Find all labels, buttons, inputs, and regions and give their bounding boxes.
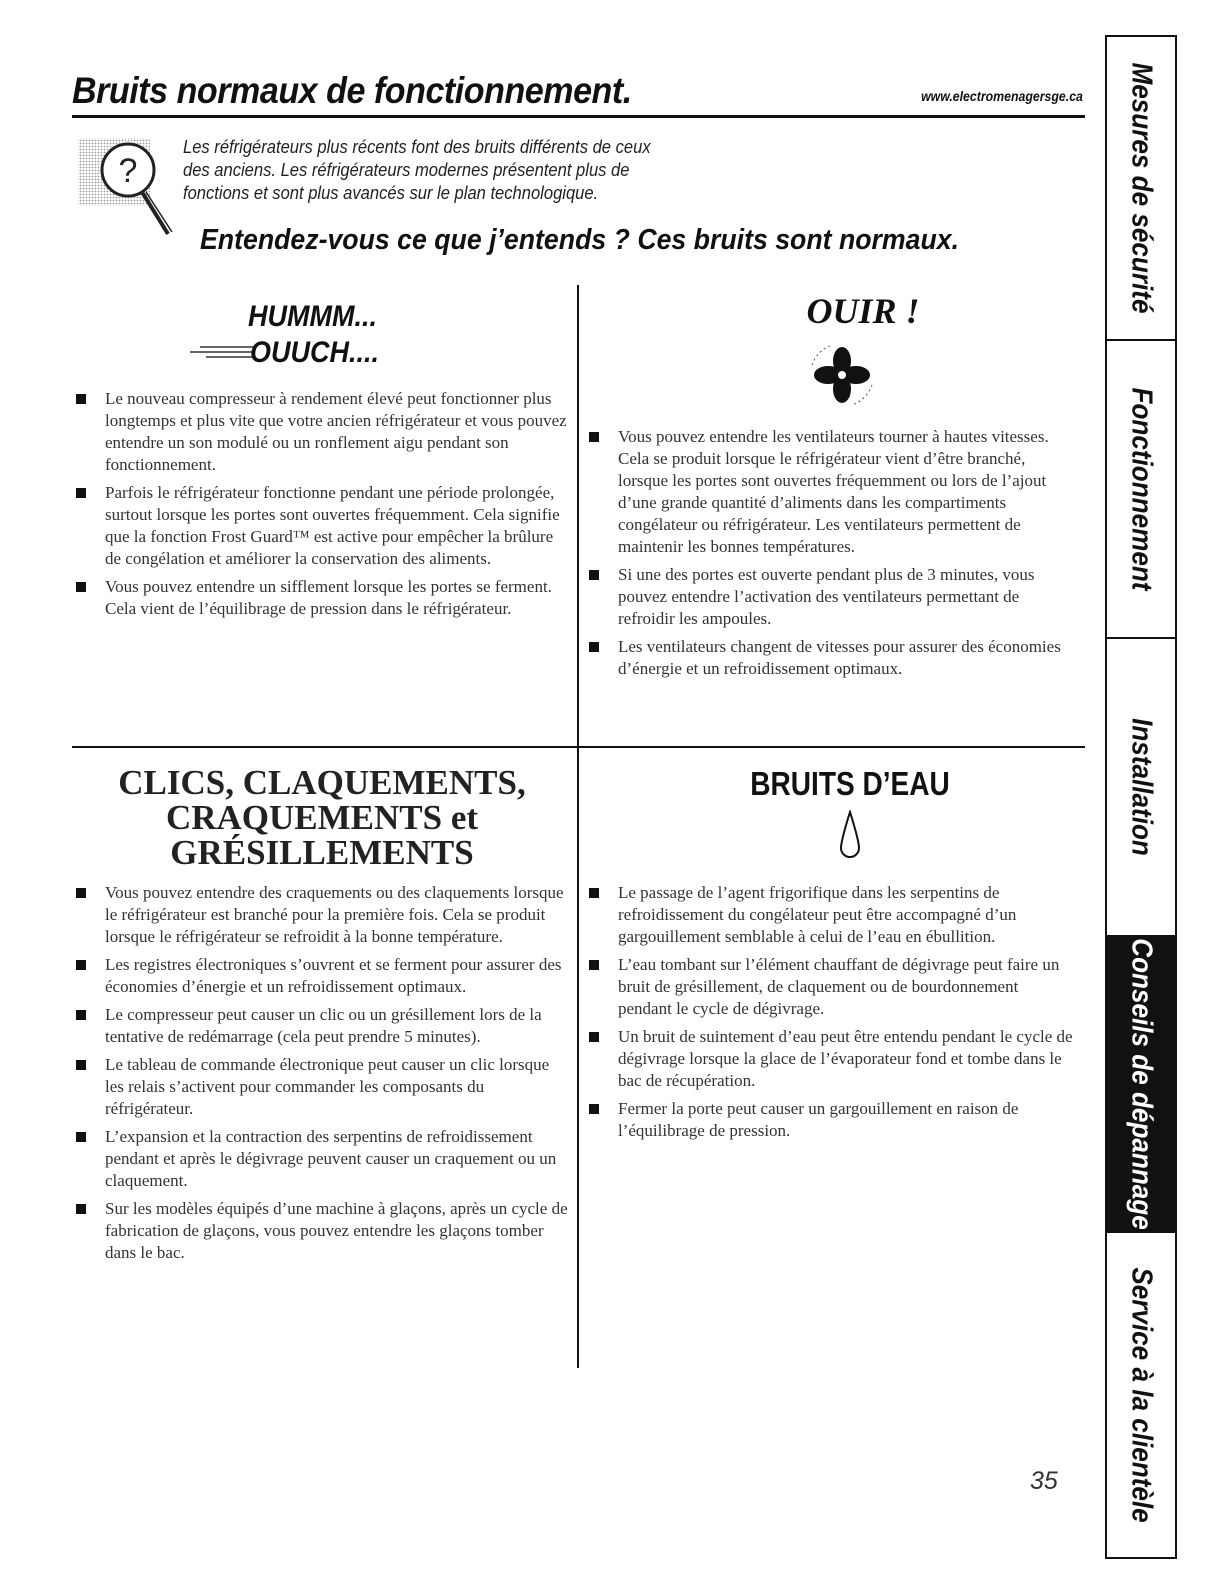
list-item: Vous pouvez entendre les ventilateurs tourner à hautes vitesses. Cela se produit lorsque le réfrigérateur vient d’être branché, lorsque les portes sont ouvertes fréquemment ou lors de l’ajout d’une grande quantité d’aliments dans les compartiments congélateur ou réfrigérateur. Les ventilateurs permettent de maintenir les bonnes températures. [585, 426, 1075, 558]
list-item: Un bruit de suintement d’eau peut être entendu pendant le cycle de dégivrage lorsque la glace de l’évaporateur fond et tombe dans le bac de récupération. [585, 1026, 1075, 1092]
column-divider-bottom [577, 748, 579, 1368]
list-item: Les registres électroniques s’ouvrent et se ferment pour assurer des économies d’énergie et un refroidissement optimaux. [72, 954, 570, 998]
hummm-heading: HUMMM... [248, 300, 377, 333]
page-number: 35 [1030, 1467, 1058, 1495]
tab-installation[interactable] [1107, 639, 1175, 937]
list-item: Parfois le réfrigérateur fonctionne pendant une période prolongée, surtout lorsque les portes sont ouvertes fréquemment. Cela signifie que la fonction Frost Guard™ est active pour empêcher la brûlure de congélation et améliorer la conservation des aliments. [72, 482, 570, 570]
eau-list [585, 882, 1075, 1148]
tab-label: Conseils de dépannage [1125, 938, 1158, 1230]
clics-heading [72, 765, 572, 870]
intro-line: fonctions et sont plus avancés sur le plan technologique. [183, 183, 599, 203]
svg-text:?: ? [118, 152, 138, 190]
ouir-list [585, 426, 1075, 686]
tab-conseils-de-depannage[interactable] [1107, 937, 1175, 1233]
clics-list [72, 882, 570, 1270]
fan-icon [807, 340, 877, 410]
speed-lines-icon [190, 343, 256, 361]
question-magnifier-icon [76, 130, 176, 240]
intro-line: Les réfrigérateurs plus récents font des bruits différents de ceux [183, 137, 651, 157]
water-drop-icon [838, 810, 862, 860]
clics-heading-line: GRÉSILLEMENTS [170, 833, 474, 872]
tab-service-a-la-clientele[interactable] [1107, 1233, 1175, 1557]
ouir-heading: OUIR ! [806, 291, 920, 331]
list-item: Fermer la porte peut causer un gargouillement en raison de l’équilibrage de pression. [585, 1098, 1075, 1142]
list-item: Le nouveau compresseur à rendement élevé peut fonctionner plus longtemps et plus vite que votre ancien réfrigérateur et vous pouvez entendre un son modulé ou un ronflement aigu pendant son fonctionnement. [72, 388, 570, 476]
list-item: Sur les modèles équipés d’une machine à glaçons, après un cycle de fabrication de glaçons, vous pouvez entendre les glaçons tomber dans le bac. [72, 1198, 570, 1264]
list-item: Le compresseur peut causer un clic ou un grésillement lors de la tentative de redémarrage (cela peut prendre 5 minutes). [72, 1004, 570, 1048]
page-title: Bruits normaux de fonctionnement. [72, 70, 632, 111]
section-subtitle: Entendez-vous ce que j’entends ? Ces bruits sont normaux. [200, 224, 960, 256]
column-divider-top [577, 285, 579, 746]
tab-mesures-de-securite[interactable] [1107, 37, 1175, 341]
list-item: Vous pouvez entendre un sifflement lorsque les portes se ferment. Cela vient de l’équilibrage de pression dans le réfrigérateur. [72, 576, 570, 620]
tab-label: Installation [1125, 718, 1158, 856]
tab-label: Service à la clientèle [1125, 1267, 1158, 1523]
side-tabs [1105, 35, 1177, 1559]
ouuch-heading: OUUCH.... [250, 336, 380, 369]
hummm-list [72, 388, 570, 626]
clics-heading-line: CRAQUEMENTS et [165, 798, 479, 837]
list-item: Si une des portes est ouverte pendant plus de 3 minutes, vous pouvez entendre l’activation des ventilateurs permettant de refroidir les ampoules. [585, 564, 1075, 630]
list-item: Le passage de l’agent frigorifique dans les serpentins de refroidissement du congélateur peut être accompagné d’un gargouillement semblable à celui de l’eau en ébullition. [585, 882, 1075, 948]
list-item: Le tableau de commande électronique peut causer un clic lorsque les relais s’activent pour commander les composants du réfrigérateur. [72, 1054, 570, 1120]
list-item: L’eau tombant sur l’élément chauffant de dégivrage peut faire un bruit de grésillement, de claquement ou de bourdonnement pendant le cycle de dégivrage. [585, 954, 1075, 1020]
tab-label: Mesures de sécurité [1125, 62, 1158, 314]
website-url[interactable]: www.electromenagersge.ca [921, 88, 1083, 104]
list-item: L’expansion et la contraction des serpentins de refroidissement pendant et après le dégivrage peuvent causer un craquement ou un claquement. [72, 1126, 570, 1192]
eau-heading: BRUITS D’EAU [750, 765, 950, 802]
tab-label: Fonctionnement [1125, 387, 1158, 591]
intro-line: des anciens. Les réfrigérateurs modernes présentent plus de [183, 160, 630, 180]
intro-text [183, 136, 698, 205]
list-item: Vous pouvez entendre des craquements ou des claquements lorsque le réfrigérateur est branché pour la première fois. Cela se produit lorsque le réfrigérateur se refroidit à la bonne température. [72, 882, 570, 948]
clics-heading-line: CLICS, CLAQUEMENTS, [118, 763, 526, 802]
title-rule [72, 115, 1085, 118]
tab-fonctionnement[interactable] [1107, 341, 1175, 639]
list-item: Les ventilateurs changent de vitesses pour assurer des économies d’énergie et un refroidissement optimaux. [585, 636, 1075, 680]
